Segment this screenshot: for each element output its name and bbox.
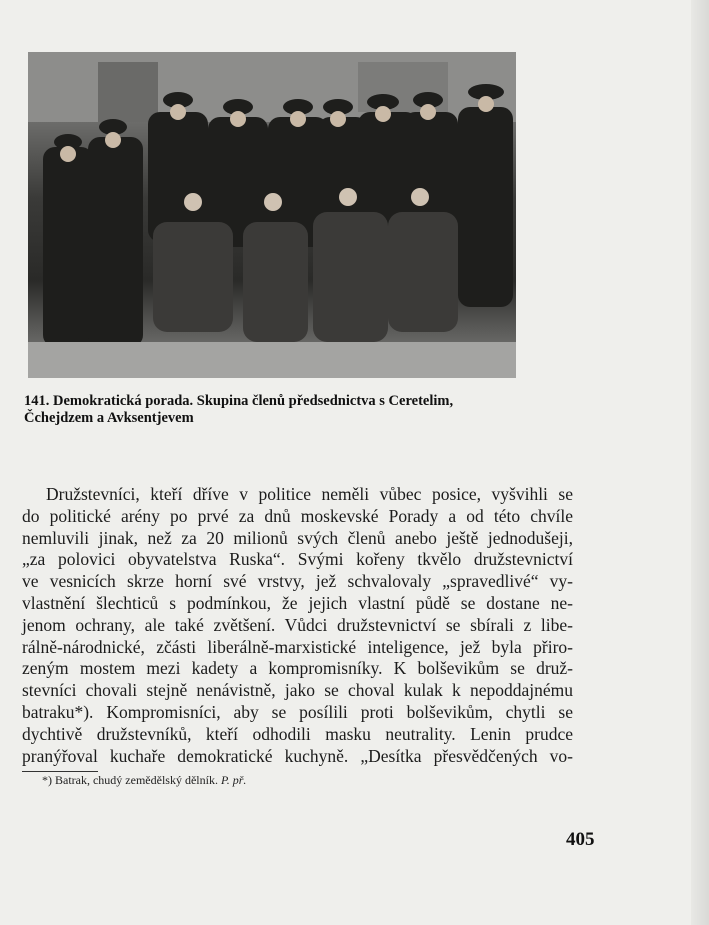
page-number: 405 xyxy=(566,829,595,850)
text-line: batraku*). Kompromisníci, aby se posílili proti bolševikům, chytli se xyxy=(22,701,573,722)
text-line: dychtivě družstevníků, kteří odhodili masku neutrality. Lenin prudce xyxy=(22,723,573,744)
caption-line: 141. Demokratická porada. Skupina členů předsednictva s Ceretelim, xyxy=(24,393,454,409)
text-flow xyxy=(22,484,573,788)
text-line: ve vesnicích skrze horní své vrstvy, jež schvalovaly „spravedlivé“ vy- xyxy=(22,571,573,592)
figure-caption xyxy=(24,393,584,427)
photo-figures xyxy=(28,52,516,378)
page-edge-shadow xyxy=(691,0,709,925)
text-line: do politické arény po prvé za dnů moskevské Porady a od této chvíle xyxy=(22,505,573,526)
text-line: pranýřoval kuchaře demokratické kuchyně. „Desítka přesvědčených vo- xyxy=(22,745,573,766)
text-line: „za polovici obyvatelstva Ruska“. Svými kořeny tkvělo družstevnictví xyxy=(22,549,573,570)
text-line: zeným mostem mezi kadety a kompromisníky. K bolševikům se druž- xyxy=(22,658,573,679)
footnote-text: *) Batrak, chudý zemědělský dělník. xyxy=(42,773,218,788)
footnote-divider xyxy=(22,771,98,772)
text-line: nemluvili jinak, než za 20 milionů svých členů anebo ještě jednodušeji, xyxy=(22,527,573,548)
caption-line: Čchejdzem a Avksentjevem xyxy=(24,410,194,426)
text-line: jenom ochrany, ale také zvětšení. Vůdci družstevnictví se sbírali z libe- xyxy=(22,614,573,635)
body-paragraph xyxy=(22,484,573,767)
text-line: rálně-národnické, zčásti liberálně-marxistické inteligence, jež byla přiro- xyxy=(22,636,573,657)
group-photograph xyxy=(28,52,516,378)
text-line: vlastnění šlechticů s podmínkou, že jejich vlastní půdě se dostane ne- xyxy=(22,592,573,613)
text-line: stevníci chovali stejně nenávistně, jako se choval kulak k nepoddajnému xyxy=(22,680,573,701)
footnote-note: P. př. xyxy=(220,773,247,788)
footnote xyxy=(42,773,573,788)
text-line: Družstevníci, kteří dříve v politice neměli vůbec posice, vyšvihli se xyxy=(46,484,573,504)
